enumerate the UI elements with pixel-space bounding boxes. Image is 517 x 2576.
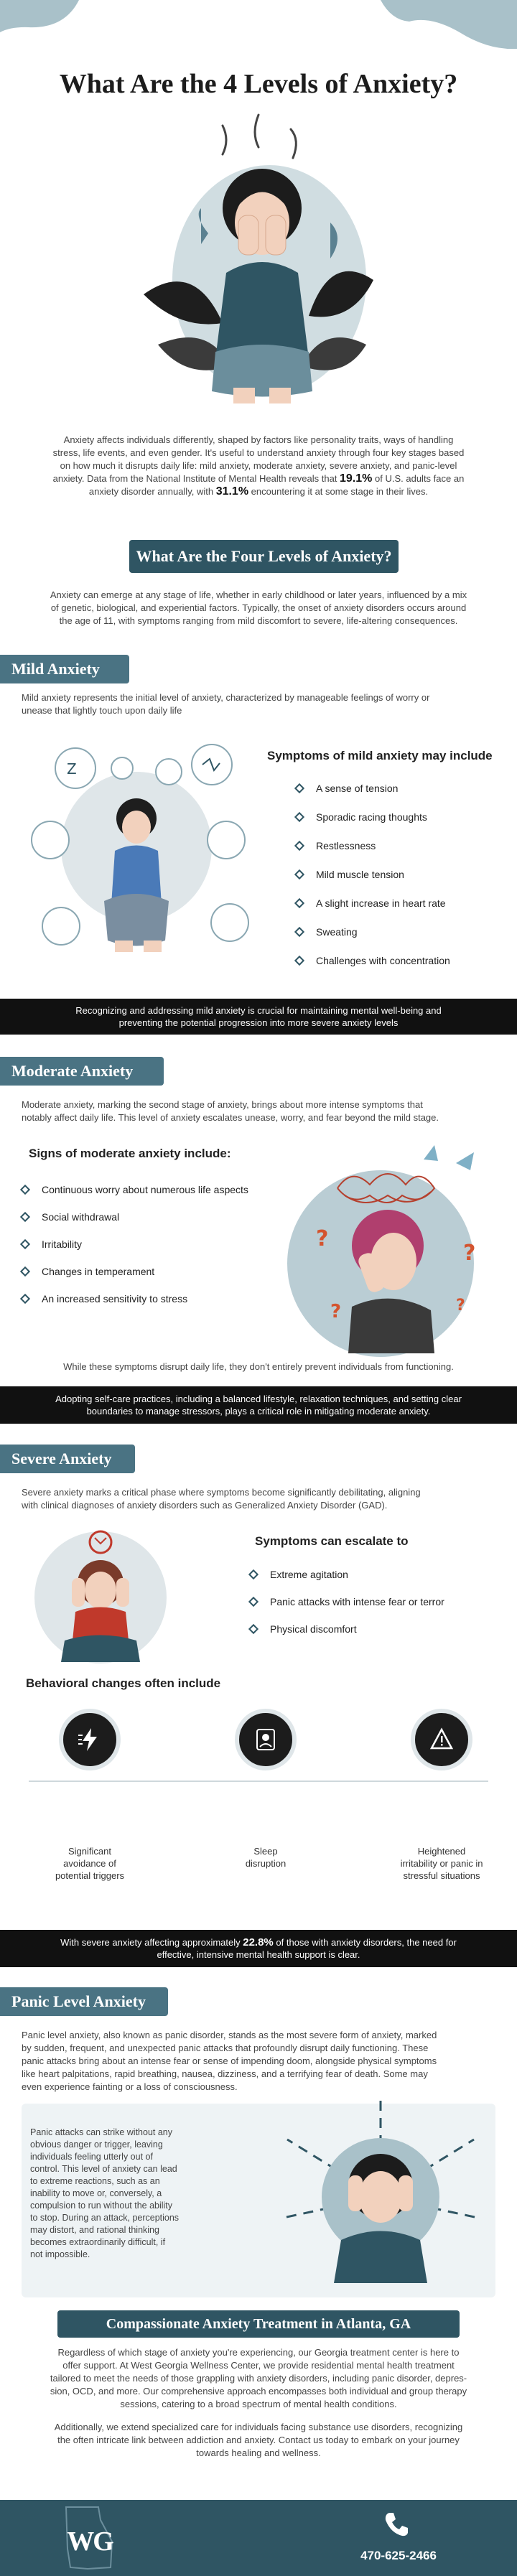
lightning-icon	[59, 1709, 121, 1770]
treatment-banner: Compassionate Anxiety Treatment in Atlanta, GA	[57, 2310, 460, 2338]
intro-line: on how much it disrupts daily life: mild anxiety, moderate anxiety, severe anxiety, and panic-level	[60, 460, 457, 471]
alarm-icon	[411, 1709, 472, 1770]
stat-annual: 19.1%	[340, 472, 373, 485]
hero-anxious-woman-illustration	[115, 108, 402, 416]
svg-text:?: ?	[456, 1297, 465, 1315]
page-title: What Are the 4 Levels of Anxiety?	[59, 69, 458, 99]
four-levels-paragraph: Anxiety can emerge at any stage of life, whether in early childhood or later years, influenced by a mix of genetic, biological, and experiential factors. Typically, the onset of anxiety disorders occurs around the age of 11, with symptoms ranging from mild discomfort to severe, life-altering consequences.	[50, 589, 467, 626]
behaviors-row-line	[29, 1781, 488, 1782]
mild-callout-bar: Recognizing and addressing mild anxiety is crucial for maintaining mental well-being and preventing the potential progression into more severe anxiety levels	[0, 999, 517, 1035]
stat-lifetime: 31.1%	[215, 485, 249, 498]
diamond-bullet-icon	[20, 1212, 30, 1222]
behavior-item	[402, 1709, 481, 1770]
moderate-signs-list	[22, 1176, 280, 1312]
svg-text:?: ?	[330, 1301, 342, 1322]
sleep-icon	[235, 1709, 297, 1770]
four-levels-banner: What Are the Four Levels of Anxiety?	[129, 540, 399, 573]
severe-description: Severe anxiety marks a critical phase where symptoms become significantly debilitating, aligning with clinical diagnoses of anxiety disorders such as Generalized Anxiety Disorder (GAD).	[22, 1487, 421, 1511]
severe-anxiety-tag: Severe Anxiety	[0, 1445, 135, 1473]
behavior-label: Significant avoidance of potential triggers	[55, 1846, 125, 1881]
list-item: Irritability	[22, 1231, 280, 1258]
behavior-label: Heightened irritability or panic in stressful situations	[400, 1846, 483, 1881]
diamond-bullet-icon	[248, 1624, 258, 1634]
intro-line: Anxiety affects individuals differently, shaped by factors like personality traits, ways of handling	[63, 434, 454, 445]
intro-line: anxiety. Data from the National Institute of Mental Health reveals that 19.1% of U.S. adults face an	[52, 472, 465, 485]
intro-paragraph	[14, 434, 503, 498]
behavior-item	[226, 1709, 305, 1770]
intro-line: stress, life events, and even gender. It's useful to understand anxiety through four key stages based	[52, 447, 465, 458]
list-item: Physical discomfort	[250, 1615, 501, 1643]
diamond-bullet-icon	[248, 1569, 258, 1579]
list-item: Changes in temperament	[22, 1258, 280, 1285]
treatment-paragraph-2: Additionally, we extend specialized care for individuals facing substance use disorders, recognizing the often intricate link between addiction and anxiety. Contact us today to embark on your journey towards healing and wellness.	[54, 2422, 463, 2458]
behavior-item	[50, 1709, 129, 1770]
diamond-bullet-icon	[294, 898, 304, 908]
mild-symptoms-list	[296, 774, 511, 975]
diamond-bullet-icon	[294, 869, 304, 879]
footer-phone[interactable]: 470-625-2466	[360, 2549, 437, 2562]
diamond-bullet-icon	[20, 1185, 30, 1195]
mild-description: Mild anxiety represents the initial level of anxiety, characterized by manageable feelings of worry or unease that lightly touch upon daily life	[22, 692, 430, 716]
moderate-description: Moderate anxiety, marking the second stage of anxiety, brings about more intense symptoms that notably affect daily life. This level of anxiety escalates unease, worry, and fear beyond the mild stage.	[22, 1099, 439, 1123]
svg-text:?: ?	[316, 1226, 329, 1251]
phone-icon	[382, 2510, 411, 2539]
mild-symptoms-title: Symptoms of mild anxiety may include	[267, 749, 493, 762]
corner-blob-left	[0, 0, 79, 36]
panic-box-text: Panic attacks can strike without any obvious danger or trigger, leaving individuals feeling utterly out of control. This level of anxiety can lead to extreme reactions, such as an inability to move or, conversely, a compulsion to run without the ability to stop. During an attack, perceptions may distort, and rational thinking becomes extraordinarily difficult, if not impossible.	[30, 2127, 180, 2259]
list-item: Extreme agitation	[250, 1561, 501, 1588]
diamond-bullet-icon	[294, 783, 304, 793]
list-item: Social withdrawal	[22, 1203, 280, 1231]
panic-description: Panic level anxiety, also known as panic disorder, stands as the most severe form of anxiety, marked by sudden, frequent, and unexpected panic attacks that profoundly disrupt daily functioning. These panic attacks bring about an intense fear or sense of impending doom, alongside physical symptoms like heart palpitations, rapid breathing, nausea, dizziness, and a terrifying fear of death. Some may even experience fainting or a loss of consciousness.	[22, 2030, 437, 2092]
diamond-bullet-icon	[20, 1294, 30, 1304]
panic-anxiety-tag: Panic Level Anxiety	[0, 1987, 168, 2016]
list-item: A sense of tension	[296, 774, 511, 803]
diamond-bullet-icon	[294, 956, 304, 966]
list-item: Sweating	[296, 918, 511, 946]
severe-escalate-title: Symptoms can escalate to	[255, 1534, 409, 1548]
diamond-bullet-icon	[20, 1239, 30, 1249]
moderate-anxiety-tag: Moderate Anxiety	[0, 1057, 164, 1086]
panic-anxiety-illustration	[273, 2096, 488, 2305]
treatment-paragraph-1: Regardless of which stage of anxiety you're experiencing, our Georgia treatment center is here to offer support. At West Georgia Wellness Center, we provide residential mental health treatment tailored to meet the needs of those grappling with anxiety disorders, including panic disorder, depres- sion, OCD, and more. Our comprehensive approach encompasses both individual and group therapy sessions, catering to a broad spectrum of mental health conditions.	[50, 2347, 467, 2409]
list-item: Mild muscle tension	[296, 860, 511, 889]
corner-blob-right	[381, 0, 517, 50]
behavior-label: Sleep disruption	[245, 1846, 287, 1869]
diamond-bullet-icon	[248, 1597, 258, 1607]
stat-severe: 22.8%	[243, 1936, 274, 1949]
severe-callout-bar: With severe anxiety affecting approximately 22.8% of those with anxiety disorders, the need for effective, intensive mental health support is clear.	[0, 1930, 517, 1967]
mild-anxiety-tag: Mild Anxiety	[0, 655, 129, 683]
svg-text:?: ?	[463, 1241, 476, 1266]
list-item: Restlessness	[296, 831, 511, 860]
diamond-bullet-icon	[294, 812, 304, 822]
moderate-anxiety-illustration	[273, 1138, 503, 1364]
list-item: Challenges with concentration	[296, 946, 511, 975]
list-item: Continuous worry about numerous life aspects	[22, 1176, 280, 1203]
severe-escalate-list	[250, 1561, 501, 1643]
list-item: Panic attacks with intense fear or terror	[250, 1588, 501, 1615]
severe-anxiety-illustration	[29, 1522, 172, 1669]
moderate-note: While these symptoms disrupt daily life, they don't entirely prevent individuals from functioning.	[63, 1361, 454, 1372]
list-item: Sporadic racing thoughts	[296, 803, 511, 831]
moderate-callout-bar: Adopting self-care practices, including a balanced lifestyle, relaxation techniques, and setting clear boundaries to manage stressors, plays a critical role in mitigating moderate anxiety.	[0, 1386, 517, 1424]
footer-logo: WG	[67, 2526, 113, 2557]
severe-behavioral-title: Behavioral changes often include	[26, 1676, 221, 1690]
mild-anxiety-illustration	[22, 732, 258, 976]
moderate-signs-title: Signs of moderate anxiety include:	[29, 1147, 231, 1160]
list-item: A slight increase in heart rate	[296, 889, 511, 918]
diamond-bullet-icon	[294, 927, 304, 937]
intro-line: anxiety disorder annually, with 31.1% encountering it at some stage in their lives.	[88, 485, 429, 498]
diamond-bullet-icon	[20, 1266, 30, 1277]
list-item: An increased sensitivity to stress	[22, 1285, 280, 1312]
diamond-bullet-icon	[294, 841, 304, 851]
svg-text:Z: Z	[67, 760, 77, 778]
